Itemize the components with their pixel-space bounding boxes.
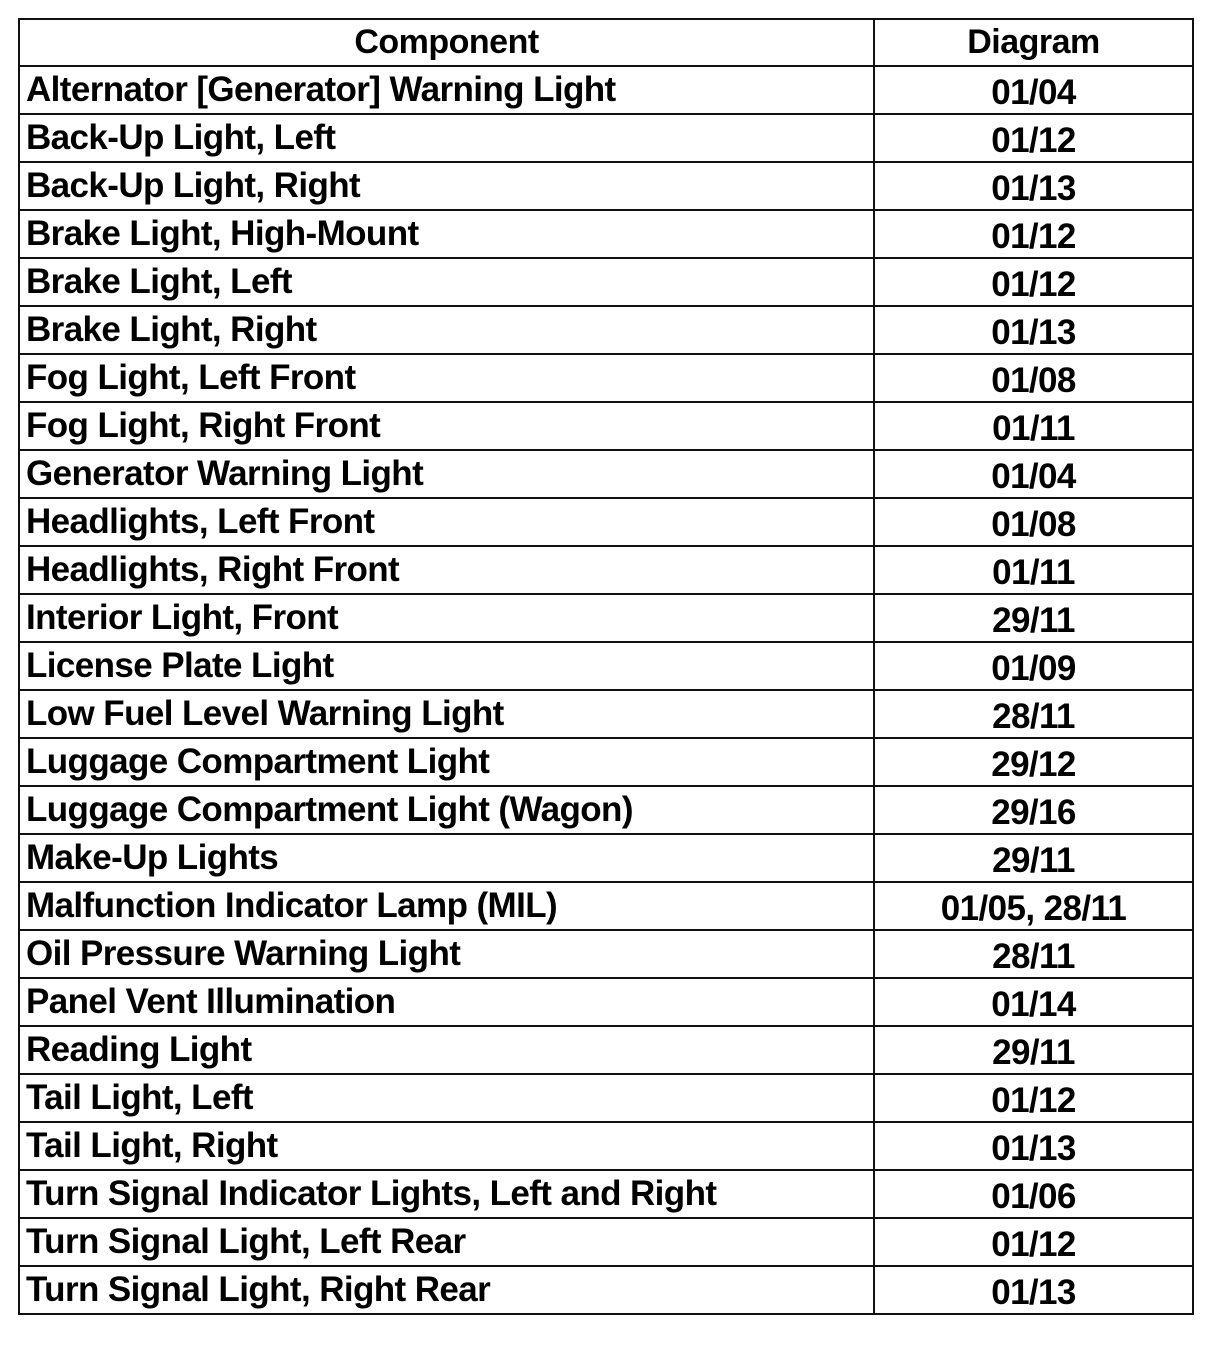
component-cell: Low Fuel Level Warning Light [19, 690, 874, 738]
table-row [19, 642, 1193, 690]
table-row [19, 450, 1193, 498]
component-cell: Interior Light, Front [19, 594, 874, 642]
diagram-cell: 01/12 [874, 114, 1193, 162]
diagram-cell: 01/12 [874, 258, 1193, 306]
component-cell: Fog Light, Left Front [19, 354, 874, 402]
component-cell: Turn Signal Indicator Lights, Left and Right [19, 1170, 874, 1218]
table-row [19, 210, 1193, 258]
table-row [19, 306, 1193, 354]
diagram-cell: 29/11 [874, 1026, 1193, 1074]
diagram-cell: 01/11 [874, 546, 1193, 594]
diagram-cell: 29/16 [874, 786, 1193, 834]
table-row [19, 1170, 1193, 1218]
table-row [19, 402, 1193, 450]
table-row [19, 546, 1193, 594]
component-diagram-table [18, 18, 1194, 1315]
component-cell: Tail Light, Right [19, 1122, 874, 1170]
component-cell: Luggage Compartment Light [19, 738, 874, 786]
component-cell: Fog Light, Right Front [19, 402, 874, 450]
diagram-cell: 29/11 [874, 594, 1193, 642]
component-cell: Headlights, Left Front [19, 498, 874, 546]
diagram-cell: 01/13 [874, 162, 1193, 210]
component-cell: Oil Pressure Warning Light [19, 930, 874, 978]
component-cell: Luggage Compartment Light (Wagon) [19, 786, 874, 834]
table-row [19, 930, 1193, 978]
table-body [19, 66, 1193, 1314]
component-cell: Brake Light, Left [19, 258, 874, 306]
table-row [19, 498, 1193, 546]
component-cell: Back-Up Light, Left [19, 114, 874, 162]
component-cell: Tail Light, Left [19, 1074, 874, 1122]
component-table-container [18, 18, 1192, 1315]
component-cell: Alternator [Generator] Warning Light [19, 66, 874, 114]
table-row [19, 882, 1193, 930]
table-row [19, 162, 1193, 210]
component-cell: Malfunction Indicator Lamp (MIL) [19, 882, 874, 930]
diagram-cell: 29/12 [874, 738, 1193, 786]
diagram-cell: 01/09 [874, 642, 1193, 690]
diagram-cell: 01/05, 28/11 [874, 882, 1193, 930]
table-row [19, 114, 1193, 162]
table-row [19, 1266, 1193, 1314]
table-row [19, 1218, 1193, 1266]
diagram-cell: 28/11 [874, 690, 1193, 738]
diagram-cell: 01/13 [874, 1122, 1193, 1170]
diagram-cell: 01/08 [874, 498, 1193, 546]
diagram-cell: 01/13 [874, 306, 1193, 354]
diagram-cell: 01/04 [874, 450, 1193, 498]
diagram-cell: 01/08 [874, 354, 1193, 402]
component-cell: Turn Signal Light, Right Rear [19, 1266, 874, 1314]
component-cell: License Plate Light [19, 642, 874, 690]
diagram-cell: 01/14 [874, 978, 1193, 1026]
table-row [19, 834, 1193, 882]
table-header-row [19, 19, 1193, 66]
diagram-column-header: Diagram [874, 19, 1193, 66]
table-row [19, 690, 1193, 738]
component-column-header: Component [19, 19, 874, 66]
diagram-cell: 01/12 [874, 210, 1193, 258]
component-cell: Generator Warning Light [19, 450, 874, 498]
table-row [19, 978, 1193, 1026]
component-cell: Panel Vent Illumination [19, 978, 874, 1026]
component-cell: Brake Light, High-Mount [19, 210, 874, 258]
diagram-cell: 01/13 [874, 1266, 1193, 1314]
diagram-cell: 01/12 [874, 1218, 1193, 1266]
diagram-cell: 01/11 [874, 402, 1193, 450]
diagram-cell: 01/04 [874, 66, 1193, 114]
component-cell: Brake Light, Right [19, 306, 874, 354]
component-cell: Make-Up Lights [19, 834, 874, 882]
table-row [19, 786, 1193, 834]
diagram-cell: 29/11 [874, 834, 1193, 882]
table-row [19, 594, 1193, 642]
table-row [19, 1122, 1193, 1170]
component-cell: Turn Signal Light, Left Rear [19, 1218, 874, 1266]
diagram-cell: 01/06 [874, 1170, 1193, 1218]
table-row [19, 354, 1193, 402]
diagram-cell: 01/12 [874, 1074, 1193, 1122]
component-cell: Back-Up Light, Right [19, 162, 874, 210]
table-row [19, 258, 1193, 306]
table-row [19, 66, 1193, 114]
table-row [19, 738, 1193, 786]
table-row [19, 1026, 1193, 1074]
component-cell: Reading Light [19, 1026, 874, 1074]
table-row [19, 1074, 1193, 1122]
component-cell: Headlights, Right Front [19, 546, 874, 594]
diagram-cell: 28/11 [874, 930, 1193, 978]
